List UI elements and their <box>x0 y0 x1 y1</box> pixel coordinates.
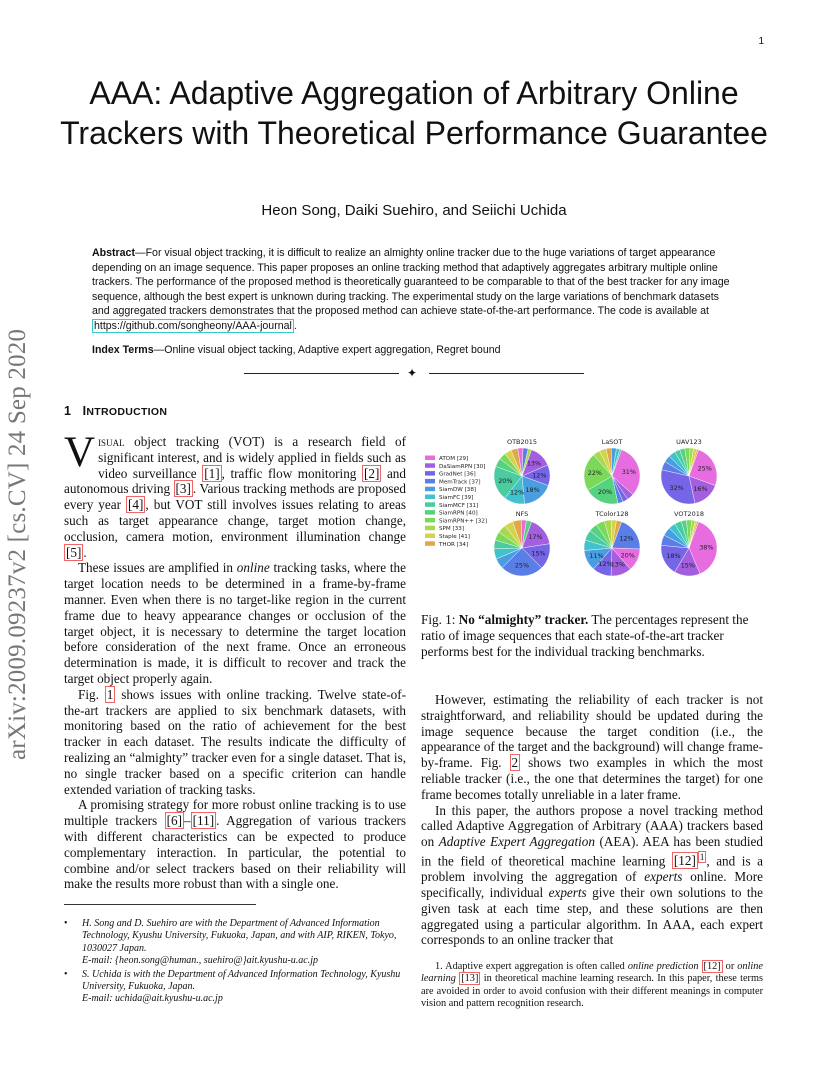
caption-prefix: Fig. 1: <box>421 612 459 627</box>
text: . Aggregation of various trackers with different characteristics can be expected to produce complementary interaction. In particular, the potential to combine and/or select trackers based on their reliability will make the results more robust than with a single one. <box>64 813 406 892</box>
pie-chart <box>584 510 640 576</box>
pie-chart <box>661 510 717 576</box>
text: . Various tracking methods are proposed every year <box>64 481 406 513</box>
text: However, estimating the reliability of each tracker is not straightforward, and reliability should be updated during the image sequence because the target condition (i.e., the appearance of the target and the background) will change frame-by-frame. Fig. <box>421 692 763 771</box>
pie-label: 17% <box>528 532 543 541</box>
legend-label: DaSiamRPN [30] <box>439 463 486 470</box>
footnote-1 <box>421 961 763 1011</box>
footnote-item <box>64 918 406 968</box>
affiliation-footnotes <box>64 918 406 1007</box>
text: , but VOT still involves issues relating to areas such as target appearance change, target motion change, occlusion, camera motion, environment illumination change <box>64 497 406 544</box>
citation-link[interactable]: [1] <box>204 465 220 481</box>
legend-swatch <box>425 518 435 523</box>
pie-label: 13% <box>526 459 542 468</box>
arxiv-stamp-text: arXiv:2009.09237v2 [cs.CV] 24 Sep 2020 <box>4 328 31 760</box>
footnote-email: E-mail: uchida@ait.kyushu-u.ac.jp <box>82 993 223 1005</box>
pie-title: VOT2018 <box>674 510 704 518</box>
text: in theoretical machine learning research. In this paper, these terms are avoided in order to avoid confusion with their different meanings in computer vision and pattern recognition research. <box>421 973 764 1010</box>
section-title-initial: I <box>82 404 87 418</box>
figure-legend <box>425 456 487 548</box>
text: shows two examples in which the most reliable tracker (i.e., the one that determines the target) for one frame becomes totally unreliable in a later frame. <box>421 755 763 802</box>
text: These issues are amplified in <box>78 560 237 576</box>
legend-swatch <box>425 456 435 461</box>
citation-link[interactable]: [13] <box>461 973 479 985</box>
pie-label: 16% <box>693 485 708 494</box>
footnote-rule <box>64 904 256 905</box>
legend-label: SiamFC [39] <box>439 495 474 501</box>
section-heading <box>64 404 167 418</box>
pie-title: UAV123 <box>676 438 702 446</box>
pie-label: 12% <box>598 560 613 569</box>
text: (AEA). AEA has been studied in the field of theoretical machine learning <box>421 834 764 869</box>
text: , traffic flow monitoring <box>221 465 362 481</box>
code-link[interactable]: https://github.com/songheony/AAA-journal <box>94 319 292 332</box>
text: object tracking (VOT) is a research field of significant interest, and is widely applied in fields such as video surveillance <box>98 434 406 481</box>
citation-link[interactable]: [3] <box>175 481 191 497</box>
pie-label: 12% <box>619 534 634 543</box>
text: or <box>722 961 738 972</box>
legend-label: THOR [34] <box>439 541 469 548</box>
abstract <box>92 246 732 334</box>
citation-link[interactable]: [11] <box>192 813 215 829</box>
figure-caption <box>421 612 763 659</box>
text: A promising strategy for more robust online tracking is to use multiple trackers <box>64 797 406 829</box>
pie-label: 15% <box>531 549 546 558</box>
legend-label: Staple [41] <box>439 534 470 540</box>
drop-cap: V <box>64 429 96 476</box>
pie-label: 15% <box>680 561 695 570</box>
pie-label: 20% <box>498 476 513 485</box>
text: and autonomous driving <box>64 465 406 497</box>
legend-label: SiamRPN++ [32] <box>439 518 488 525</box>
footnote-link[interactable]: 1 <box>699 851 705 862</box>
paper-title: AAA: Adaptive Aggregation of Arbitrary Online Trackers with Theoretical Performance Guarantee <box>60 75 768 151</box>
pie-title: LaSOT <box>601 438 623 446</box>
bullet: • <box>64 968 68 980</box>
emphasis: experts <box>548 884 587 900</box>
section-title-rest: NTRODUCTION <box>86 406 168 418</box>
paragraph <box>64 429 406 560</box>
legend-swatch <box>425 526 435 531</box>
pie-label: 11% <box>589 551 604 560</box>
pie-label: 12% <box>532 471 547 480</box>
author-list: Heon Song, Daiki Suehiro, and Seiichi Uchida <box>261 202 567 219</box>
index-terms-text: —Online visual object tacking, Adaptive expert aggregation, Regret bound <box>153 344 501 356</box>
pie-label: 18% <box>666 551 681 560</box>
paragraph <box>421 803 763 949</box>
pie-title: TColor128 <box>595 510 629 518</box>
footnote-item <box>64 969 406 1006</box>
citation-link[interactable]: [4] <box>128 497 144 513</box>
legend-label: GradNet [36] <box>439 471 476 478</box>
paragraph <box>64 560 406 686</box>
text: Fig. <box>78 686 105 702</box>
section-number: 1 <box>64 404 72 418</box>
legend-label: SiamMCF [31] <box>439 502 479 509</box>
left-column <box>64 429 407 892</box>
pie-label: 32% <box>669 484 684 493</box>
footnote-email: E-mail: {heon.song@human., suehiro@}ait.kyushu-u.ac.jp <box>82 955 318 967</box>
legend-swatch <box>425 510 435 514</box>
pie-label: 22% <box>587 469 602 478</box>
footnote-text <box>421 961 763 1011</box>
pie-chart <box>494 438 550 504</box>
bullet: • <box>64 918 68 929</box>
emphasis: Adaptive Expert Aggregation <box>438 834 595 850</box>
citation-link[interactable]: [12] <box>673 853 696 869</box>
pie-chart <box>494 510 550 576</box>
citation-link[interactable]: [2] <box>363 465 380 481</box>
pie-label: 31% <box>621 467 636 476</box>
emphasis: online prediction <box>627 961 699 972</box>
figure-pie-charts <box>419 432 763 582</box>
index-terms <box>92 344 732 356</box>
text: . <box>83 544 87 560</box>
legend-swatch <box>425 502 435 507</box>
pie-label: 25% <box>514 561 530 570</box>
emphasis: experts <box>644 869 683 885</box>
paragraph <box>64 797 406 892</box>
right-column <box>421 692 763 948</box>
paragraph <box>64 687 406 798</box>
index-terms-label: Index Terms <box>92 344 154 356</box>
pie-label: 18% <box>525 485 540 494</box>
citation-link[interactable]: [5] <box>66 544 82 560</box>
caption-text: The percentages represent the ratio of image sequences that each state-of-the-art tracker performs best for the individual tracking benchmarks. <box>421 612 749 659</box>
text: , and is a problem involving the aggregation of <box>421 853 763 885</box>
page-number: 1 <box>758 36 764 47</box>
emphasis: online learning <box>421 961 763 985</box>
caption-bold: No “almighty” tracker. <box>458 612 589 627</box>
abstract-end: . <box>293 319 297 332</box>
pie-label: 13% <box>610 560 625 569</box>
legend-swatch <box>425 487 435 492</box>
pie-label: 20% <box>597 487 613 496</box>
legend-label: MemTrack [37] <box>439 479 481 486</box>
legend-swatch <box>425 479 435 484</box>
pie-title: NFS <box>515 510 529 518</box>
lead-in: isual <box>98 434 125 449</box>
legend-label: SiamDW [38] <box>439 487 477 494</box>
abstract-label: Abstract <box>92 247 135 259</box>
legend-swatch <box>425 463 435 468</box>
legend-swatch <box>425 541 435 546</box>
pie-label: 12% <box>509 488 525 497</box>
text: 1. Adaptive expert aggregation is often called <box>435 961 628 972</box>
figure-link[interactable]: 1 <box>106 686 114 702</box>
legend-swatch <box>425 495 435 500</box>
pie-label: 25% <box>697 464 712 473</box>
legend-swatch <box>425 534 435 539</box>
figure-link[interactable]: 2 <box>511 755 519 771</box>
text: In this paper, the authors propose a novel tracking method called Adaptive Aggregation of Arbitrary (AAA) trackers based on <box>421 802 763 850</box>
citation-link[interactable]: [6] <box>166 813 183 829</box>
legend-label: SiamRPN [40] <box>439 510 478 517</box>
section-divider <box>244 366 584 380</box>
citation-link[interactable]: [12] <box>703 961 721 972</box>
text: tracking tasks, where the target location needs to be determined in a frame-by-frame manner. Even when there is no target-like region in the current frame due to heavy appearance changes or occlusion of the target object, it is necessary to determine the target location before consideration of the next frame. Once an erroneous determination is made, it is difficult to recover and track the target object properly again. <box>64 560 406 686</box>
pie-title: OTB2015 <box>506 438 538 446</box>
divider-glyph: ✦ <box>407 366 418 380</box>
text: – <box>184 813 191 829</box>
pie-label: 38% <box>699 543 714 552</box>
legend-label: ATOM [29] <box>439 456 469 462</box>
footnote-text: S. Uchida is with the Department of Advanced Information Technology, Kyushu University, Fukuoka, Japan. <box>82 968 401 993</box>
legend-label: SPM [33] <box>439 526 465 533</box>
footnote-text: H. Song and D. Suehiro are with the Department of Advanced Information Technology, Kyushu University, Fukuoka, Japan, and with AIP, RIKEN, Tokyo, 1030027 Japan. <box>82 918 397 954</box>
paragraph <box>421 692 763 803</box>
pie-chart <box>584 438 640 504</box>
emphasis: online <box>236 560 270 576</box>
abstract-text: —For visual object tracking, it is difficult to realize an almighty online tracker due to the huge variations of target appearance depending on an image sequence. This paper proposes an online tracking method that adaptively aggregates arbitrary multiple online trackers. The performance of the proposed method is theoretically guaranteed to be comparable to that of the best tracker for any image sequence, although the best expert is unknown during tracking. The experimental study on the large variations of benchmark datasets and aggregated trackers demonstrates that the proposed method can achieve state-of-the-art performance. The code is available at <box>92 247 730 318</box>
text: shows issues with online tracking. Twelve state-of-the-art trackers are applied to six benchmark datasets, with monitoring based on the ratio of achievement for the best tracker in each dataset. The results indicate the difficulty of realizing an “almighty” tracker even for a single dataset. That is, no single tracker based on a specific criterion can handle extended variation of tracking tasks. <box>64 686 407 797</box>
text: online. More specifically, individual <box>421 869 763 900</box>
pie-label: 20% <box>620 551 635 560</box>
text: give their own solutions to the given task at each time step, and these solutions are then aggregated using a particular algorithm. In AAA, each expert corresponds to an online tracker that <box>421 884 763 948</box>
pie-chart <box>661 438 717 504</box>
legend-swatch <box>425 471 435 476</box>
